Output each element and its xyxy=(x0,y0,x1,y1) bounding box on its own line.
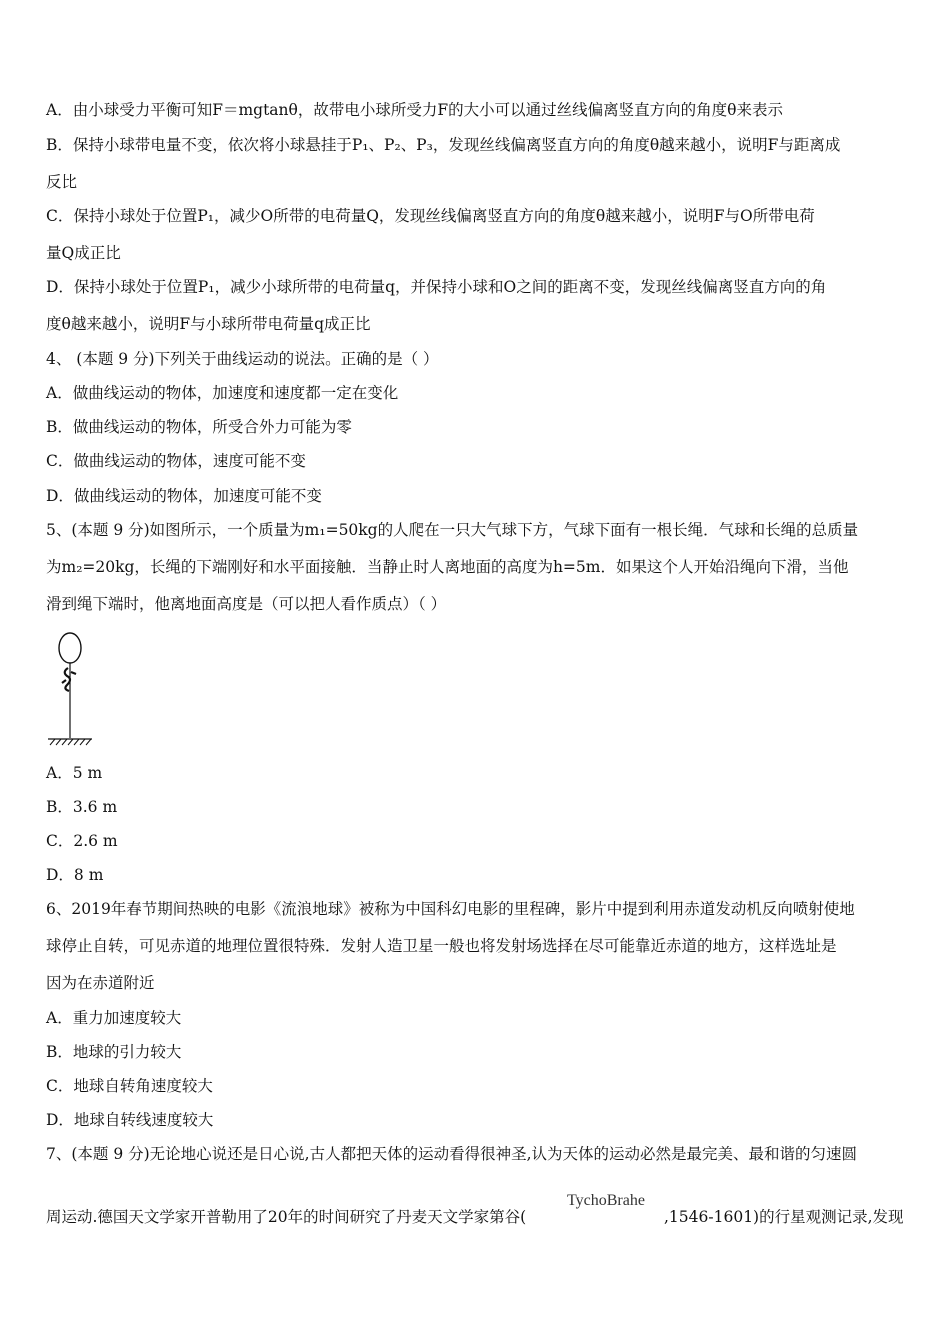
option-3d: D．保持小球处于位置P₁，减少小球所带的电荷量q，并保持小球和O之间的距离不变，发现丝线偏离竖直方向的角 xyxy=(46,278,827,296)
question-6-line1: 6、2019年春节期间热映的电影《流浪地球》被称为中国科幻电影的里程碑，影片中提到利用赤道发动机反向喷射使地 xyxy=(46,900,855,918)
question-6-line3: 因为在赤道附近 xyxy=(46,974,155,992)
option-6a: A．重力加速度较大 xyxy=(46,1009,182,1027)
option-3b: B．保持小球带电量不变，依次将小球悬挂于P₁、P₂、P₃，发现丝线偏离竖直方向的角度θ越来越小，说明F与距离成 xyxy=(46,136,841,154)
option-5a: A．5 m xyxy=(46,764,103,782)
option-3d-cont: 度θ越来越小，说明F与小球所带电荷量q成正比 xyxy=(46,315,371,333)
option-5c: C．2.6 m xyxy=(46,832,118,850)
question-6-line2: 球停止自转，可见赤道的地理位置很特殊．发射人造卫星一般也将发射场选择在尽可能靠近赤道的地方，这样选址是 xyxy=(46,937,837,955)
option-3c: C．保持小球处于位置P₁，减少O所带的电荷量Q，发现丝线偏离竖直方向的角度θ越来越小，说明F与O所带电荷 xyxy=(46,207,815,225)
option-5d: D．8 m xyxy=(46,866,104,884)
option-3b-cont: 反比 xyxy=(46,173,78,191)
option-4b: B．做曲线运动的物体，所受合外力可能为零 xyxy=(46,418,352,436)
question-4: 4、 (本题 9 分)下列关于曲线运动的说法。正确的是（ ） xyxy=(46,350,439,368)
option-6b: B．地球的引力较大 xyxy=(46,1043,182,1061)
tycho-name-label: TychoBrahe xyxy=(567,1192,645,1209)
balloon-figure xyxy=(44,628,96,748)
balloon-shape xyxy=(59,633,81,663)
person-shape xyxy=(62,668,76,691)
option-4c: C．做曲线运动的物体，速度可能不变 xyxy=(46,452,306,470)
option-3c-cont: 量Q成正比 xyxy=(46,244,121,262)
question-7-line2-end: ,1546-1601)的行星观测记录,发现 xyxy=(664,1208,904,1226)
question-7-line1: 7、(本题 9 分)无论地心说还是日心说,古人都把天体的运动看得很神圣,认为天体的运动必然是最完美、最和谐的匀速圆 xyxy=(46,1145,858,1163)
option-5b: B．3.6 m xyxy=(46,798,118,816)
question-5-line2: 为m₂=20kg，长绳的下端刚好和水平面接触．当静止时人离地面的高度为h=5m．如果这个人开始沿绳向下滑，当他 xyxy=(46,558,849,576)
option-3a: A．由小球受力平衡可知F＝mgtanθ，故带电小球所受力F的大小可以通过丝线偏离竖直方向的角度θ来表示 xyxy=(46,101,783,119)
option-6c: C．地球自转角速度较大 xyxy=(46,1077,213,1095)
question-5-line1: 5、(本题 9 分)如图所示，一个质量为m₁=50kg的人爬在一只大气球下方，气球下面有一根长绳．气球和长绳的总质量 xyxy=(46,521,859,539)
option-4a: A．做曲线运动的物体，加速度和速度都一定在变化 xyxy=(46,384,399,402)
question-7-line2-start: 周运动.德国天文学家开普勒用了20年的时间研究了丹麦天文学家第谷( xyxy=(46,1208,527,1226)
question-5-line3: 滑到绳下端时，他离地面高度是（可以把人看作质点）（ ） xyxy=(46,595,447,613)
option-6d: D．地球自转线速度较大 xyxy=(46,1111,214,1129)
ground-hatch xyxy=(50,739,91,745)
option-4d: D．做曲线运动的物体，加速度可能不变 xyxy=(46,487,322,505)
